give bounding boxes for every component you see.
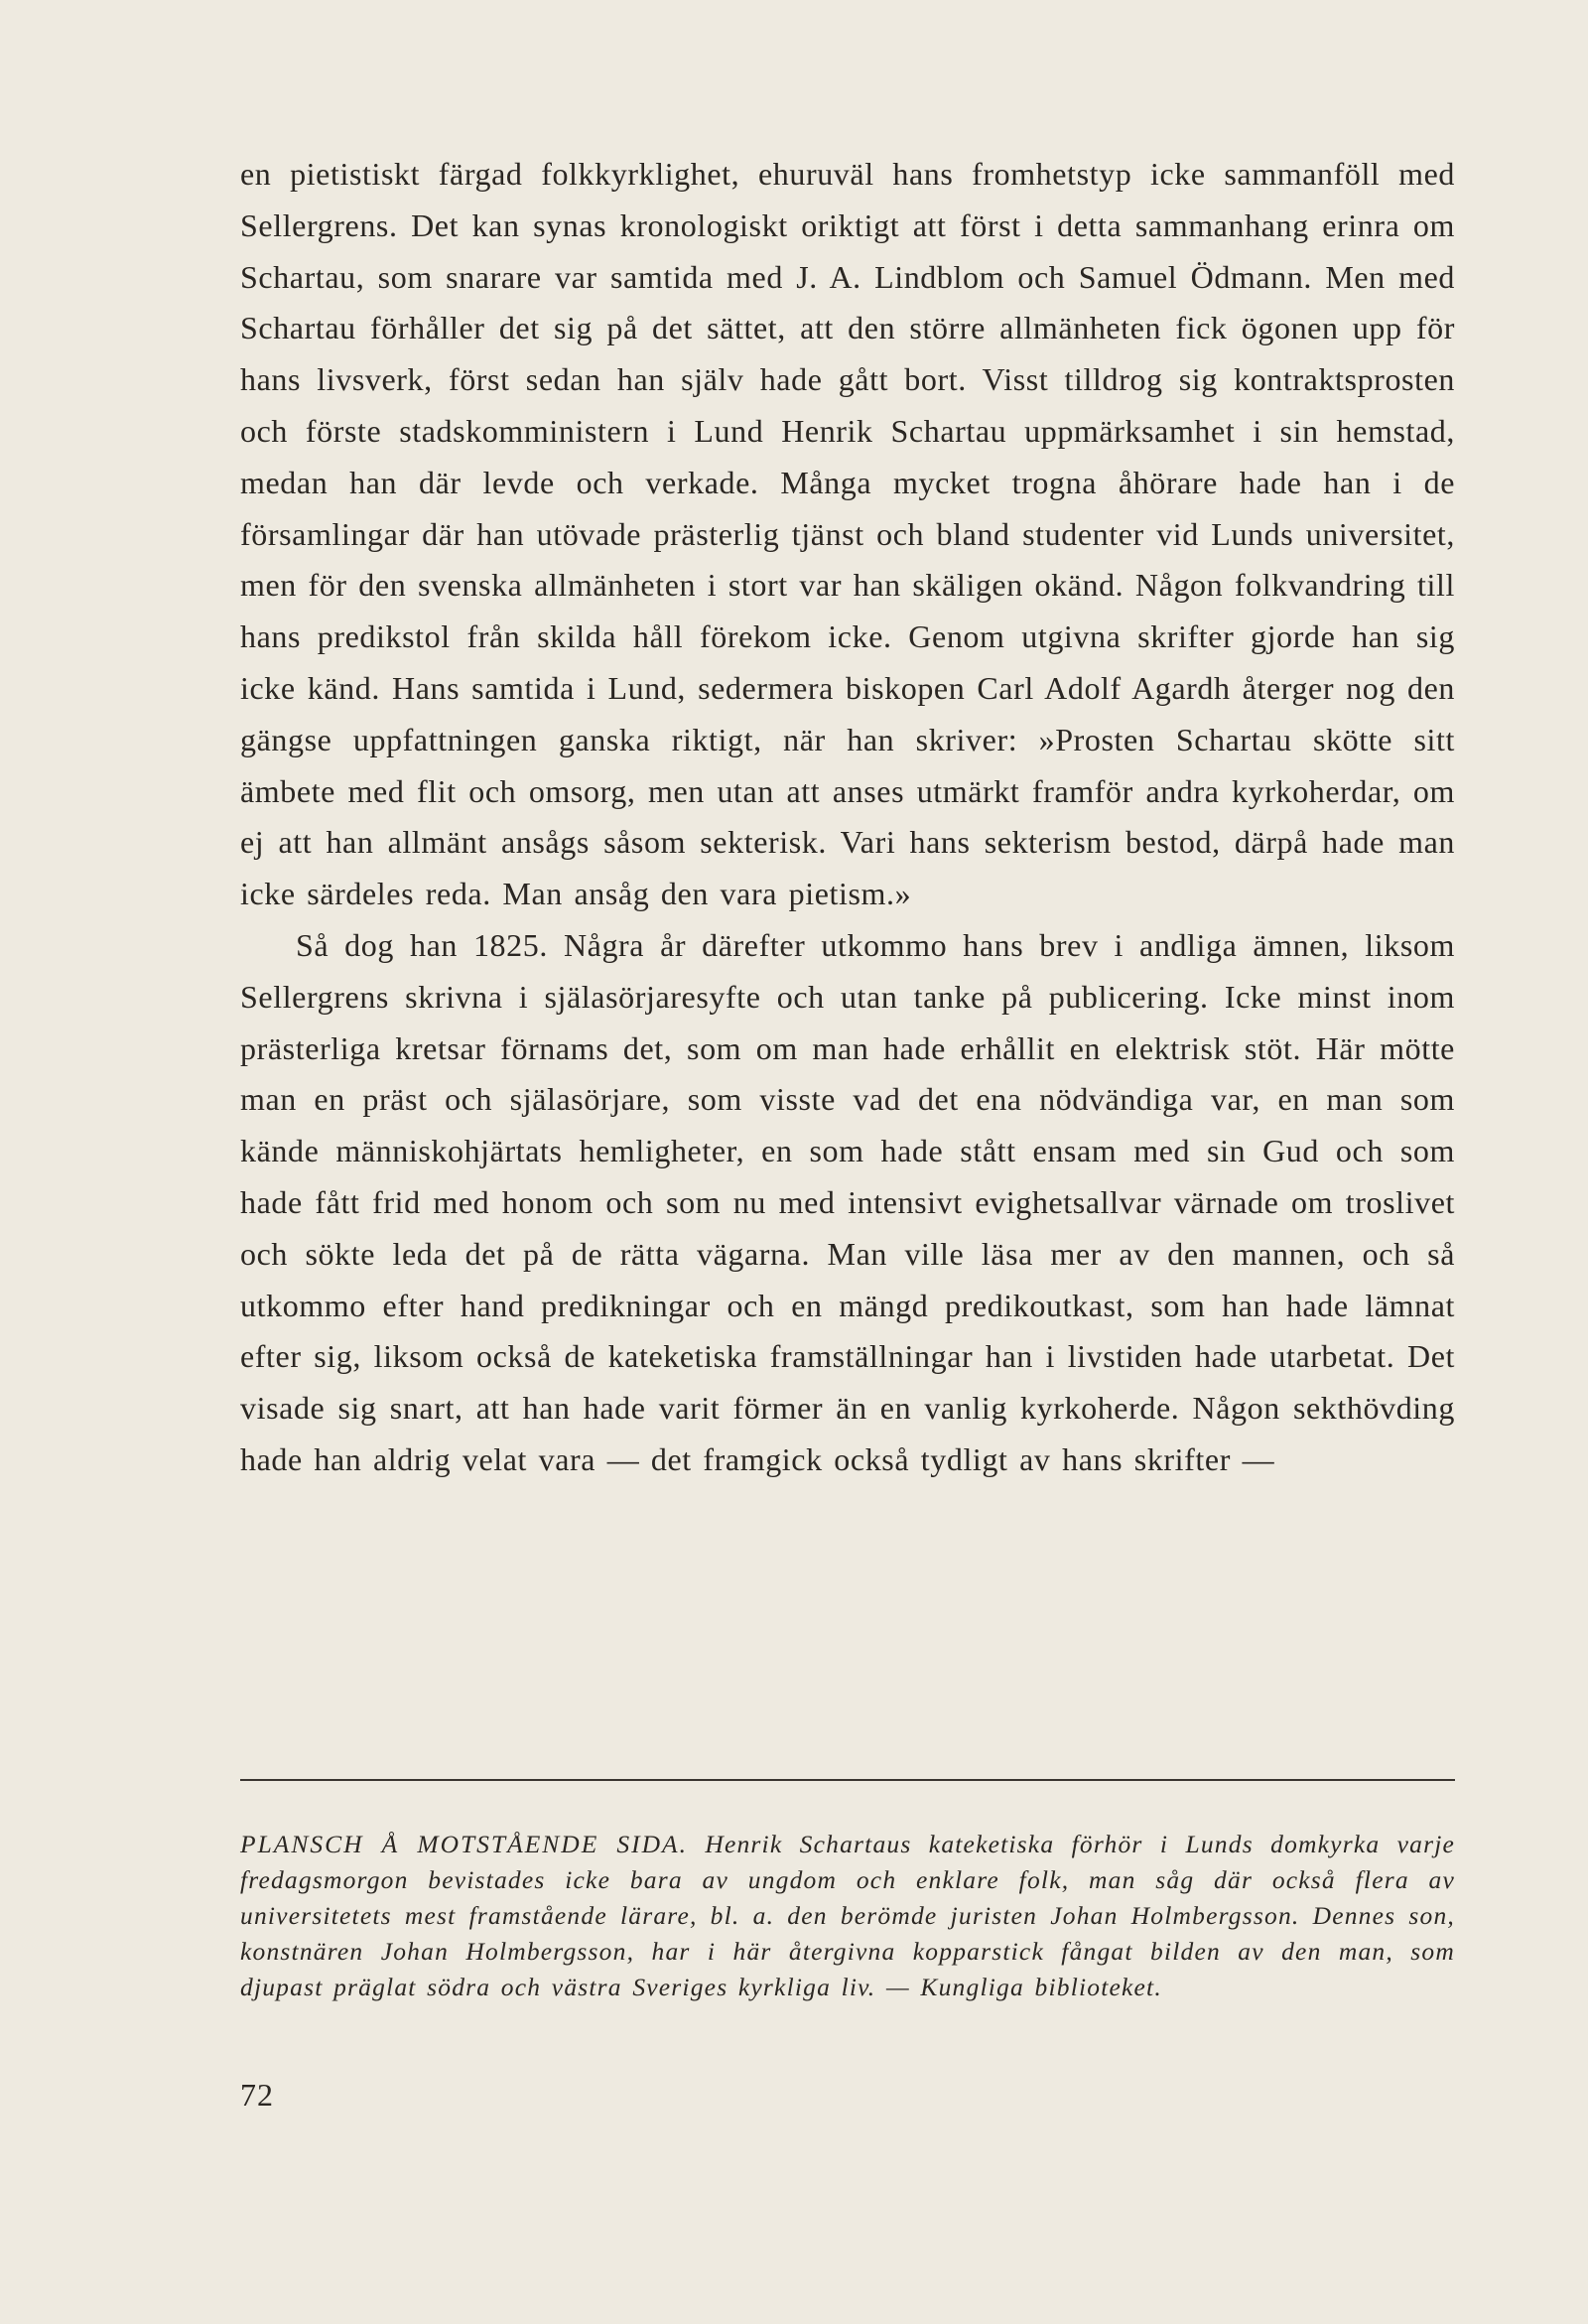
caption-text: Henrik Schartaus kateketiska förhör i Lunds domkyrka varje fredagsmorgon bevistades icke bara av ungdom och enklare folk, man såg där också flera av universitetets mest framstående lärare, bl. a. den berömde juristen Johan Holmbergsson. Dennes son, konstnären Johan Holmbergsson, har i här återgivna kopparstick fångat bilden av den man, som djupast präglat södra och västra Sveriges kyrkliga liv. — Kungliga biblioteket. xyxy=(240,1830,1456,2001)
paragraph-1: en pietistiskt färgad folkkyrklighet, ehuruväl hans fromhetstyp icke sammanföll med Sellergrens. Det kan synas kronologiskt oriktigt att först i detta sammanhang erinra om Schartau, som snarare var samtida med J. A. Lindblom och Samuel Ödmann. Men med Schartau förhåller det sig på det sättet, att den större allmänheten fick ögonen upp för hans livsverk, först sedan han själv hade gått bort. Visst tilldrog sig kontraktsprosten och förste stadskomministern i Lund Henrik Schartau uppmärksamhet i sin hemstad, medan han där levde och verkade. Många mycket trogna åhörare hade han i de församlingar där han utövade prästerlig tjänst och bland studenter vid Lunds universitet, men för den svenska allmänheten i stort var han skäligen okänd. Någon folkvandring till hans predikstol från skilda håll förekom icke. Genom utgivna skrifter gjorde han sig icke känd. Hans samtida i Lund, sedermera biskopen Carl Adolf Agardh återger nog den gängse uppfattningen ganska riktigt, när han skriver: »Prosten Schartau skötte sitt ämbete med flit och omsorg, men utan att anses utmärkt framför andra kyrkoherdar, om ej att han allmänt ansågs såsom sekterisk. Vari hans sekterism bestod, därpå hade man icke särdeles reda. Man ansåg den vara pietism.» xyxy=(240,156,1455,912)
caption-lead: PLANSCH Å MOTSTÅENDE SIDA. xyxy=(240,1830,689,1858)
body-text xyxy=(240,149,1455,1486)
paragraph-2: Så dog han 1825. Några år därefter utkommo hans brev i andliga ämnen, liksom Sellergrens skrivna i själasörjaresyfte och utan tanke på publicering. Icke minst inom prästerliga kretsar förnams det, som om man hade erhållit en elektrisk stöt. Här mötte man en präst och själasörjare, som visste vad det ena nödvändiga var, en man som kände människohjärtats hemligheter, en som hade stått ensam med sin Gud och som hade fått frid med honom och som nu med intensivt evighetsallvar värnade om troslivet och sökte leda det på de rätta vägarna. Man ville läsa mer av den mannen, och så utkommo efter hand predikningar och en mängd predikoutkast, som han hade lämnat efter sig, liksom också de kateketiska framställningar han i livstiden hade utarbetat. Det visade sig snart, att han hade varit förmer än en vanlig kyrkoherde. Någon sekthövding hade han aldrig velat vara — det framgick också tydligt av hans skrifter — xyxy=(240,926,1455,1477)
page-number: 72 xyxy=(240,2077,274,2113)
plate-caption xyxy=(240,1827,1455,2005)
page-body xyxy=(240,149,1455,1486)
footnote-divider xyxy=(240,1779,1455,1781)
